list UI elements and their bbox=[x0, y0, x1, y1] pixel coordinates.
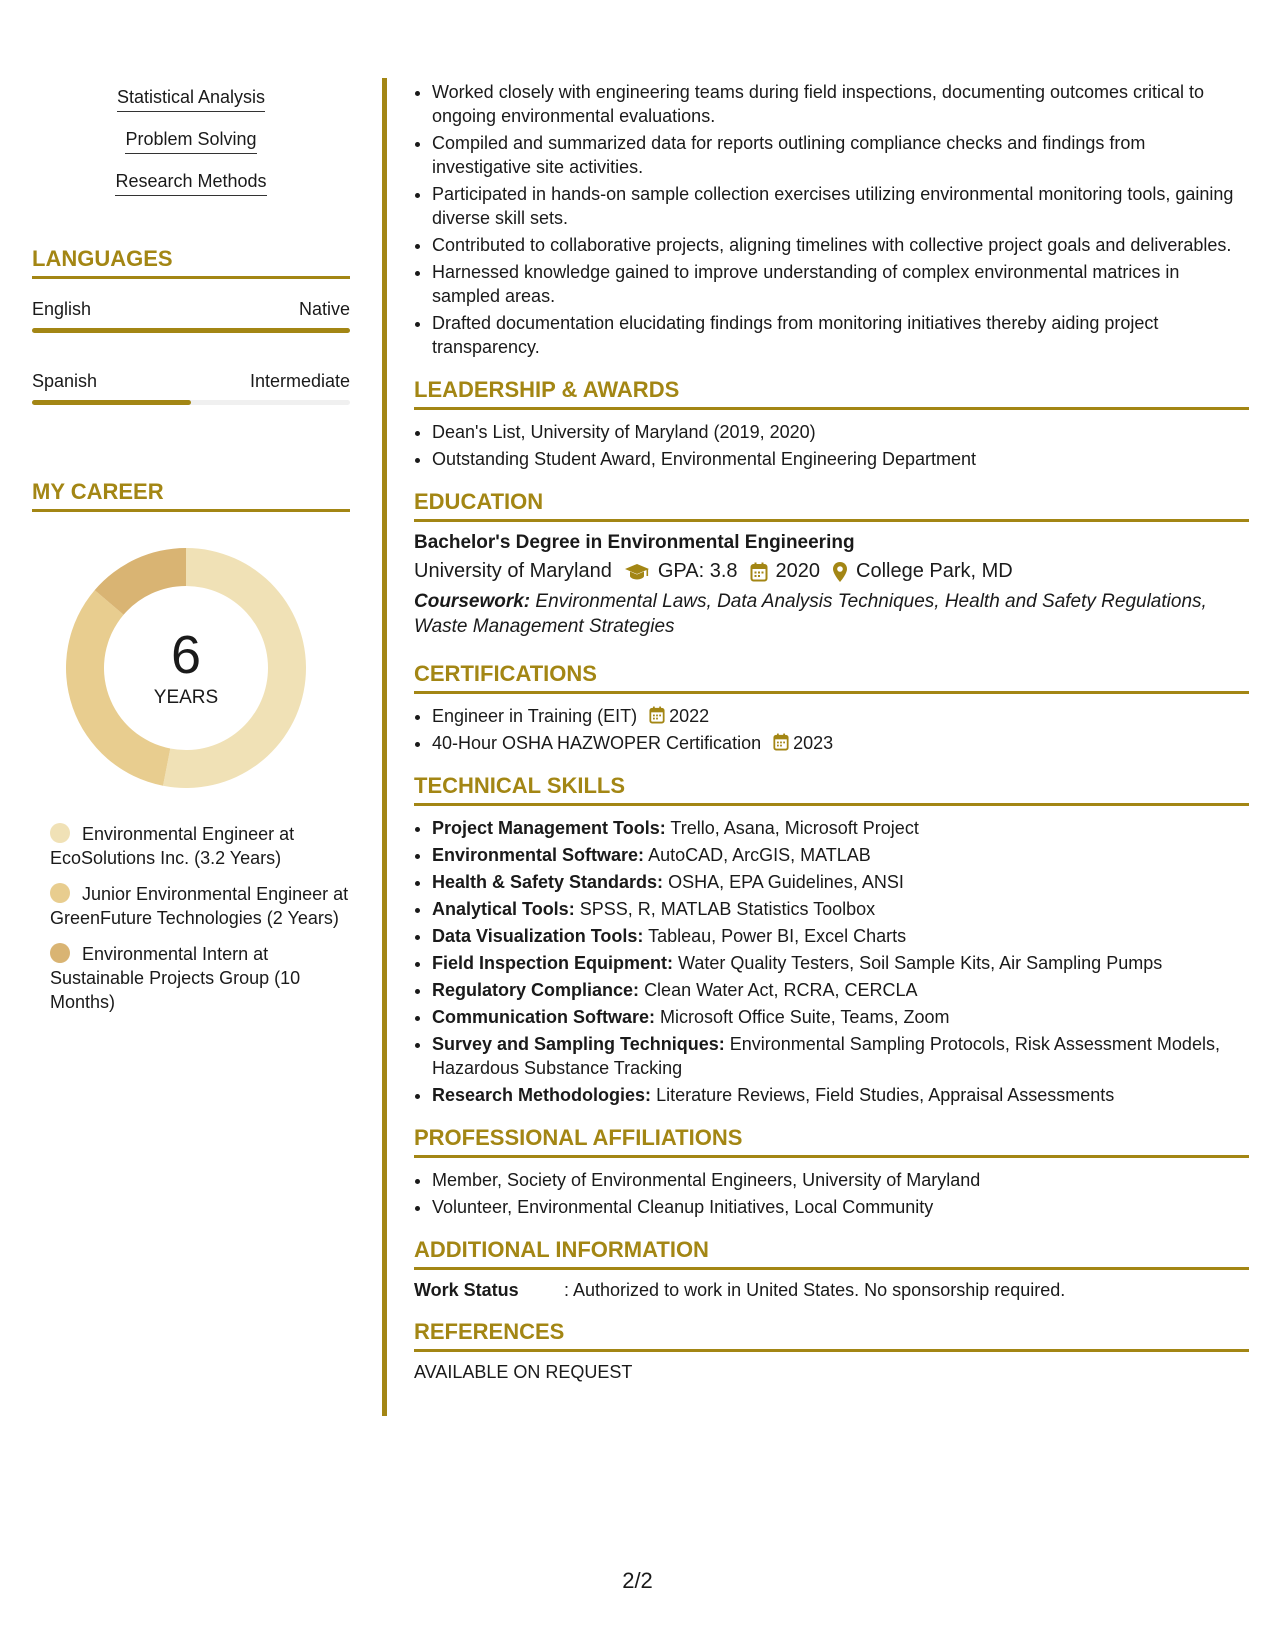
skill-value: Microsoft Office Suite, Teams, Zoom bbox=[660, 1007, 950, 1027]
skill-key: Analytical Tools: bbox=[432, 899, 575, 919]
skill-key: Regulatory Compliance: bbox=[432, 980, 640, 1000]
list-item bbox=[432, 924, 1249, 948]
career-years-unit: YEARS bbox=[153, 687, 219, 708]
languages-section bbox=[32, 246, 350, 405]
legend-item bbox=[50, 942, 350, 1014]
career-legend bbox=[32, 822, 350, 1014]
skill-key: Field Inspection Equipment: bbox=[432, 953, 674, 973]
language-fill bbox=[32, 400, 191, 405]
section-title: EDUCATION bbox=[414, 489, 1249, 522]
skill-value: AutoCAD, ArcGIS, MATLAB bbox=[648, 845, 871, 865]
list-item bbox=[432, 1032, 1249, 1080]
certification-name: 40-Hour OSHA HAZWOPER Certification bbox=[432, 733, 762, 753]
certification-year: 2023 bbox=[793, 733, 834, 753]
list-item: • Participated in hands-on sample collection exercises utilizing environmental monitoring tools, gaining diverse skill sets. bbox=[432, 182, 1249, 230]
work-status-key: Work Status bbox=[414, 1280, 519, 1300]
calendar-icon bbox=[750, 562, 768, 582]
experience-bullets bbox=[414, 80, 1249, 359]
language-fill bbox=[32, 328, 350, 333]
section-title: PROFESSIONAL AFFILIATIONS bbox=[414, 1125, 1249, 1158]
school-name: University of Maryland bbox=[414, 560, 612, 582]
additional-info-section bbox=[414, 1237, 1249, 1301]
section-title: ADDITIONAL INFORMATION bbox=[414, 1237, 1249, 1270]
section-title: CERTIFICATIONS bbox=[414, 661, 1249, 694]
skill-value: SPSS, R, MATLAB Statistics Toolbox bbox=[579, 899, 876, 919]
career-section bbox=[32, 479, 350, 1014]
career-title: MY CAREER bbox=[32, 479, 350, 512]
list-item: • Harnessed knowledge gained to improve understanding of complex environmental matrices in sampled areas. bbox=[432, 260, 1249, 308]
affiliations-section bbox=[414, 1125, 1249, 1219]
list-item bbox=[432, 731, 1249, 755]
column-divider bbox=[382, 78, 387, 1416]
section-title: TECHNICAL SKILLS bbox=[414, 773, 1249, 806]
language-name: Spanish bbox=[32, 371, 98, 391]
skill-key: Project Management Tools: bbox=[432, 818, 666, 838]
legend-label: Environmental Intern at Sustainable Projects Group (10 Months) bbox=[50, 944, 301, 1012]
right-column bbox=[414, 80, 1249, 1383]
leadership-section bbox=[414, 377, 1249, 471]
skill-value: OSHA, EPA Guidelines, ANSI bbox=[668, 872, 904, 892]
coursework-label: Coursework: bbox=[414, 591, 531, 612]
skill-list bbox=[32, 82, 350, 208]
calendar-icon bbox=[649, 706, 665, 724]
language-row bbox=[32, 299, 350, 320]
certification-name: Engineer in Training (EIT) bbox=[432, 706, 638, 726]
references-text: AVAILABLE ON REQUEST bbox=[414, 1362, 633, 1382]
language-row bbox=[32, 371, 350, 392]
left-column bbox=[32, 82, 350, 1026]
list-item: • Dean's List, University of Maryland (2019, 2020) bbox=[432, 420, 1249, 444]
work-status-row bbox=[414, 1280, 1249, 1301]
legend-item bbox=[50, 822, 350, 870]
language-bar bbox=[32, 400, 350, 405]
list-item: • Volunteer, Environmental Cleanup Initiatives, Local Community bbox=[432, 1195, 1249, 1219]
list-item bbox=[432, 843, 1249, 867]
legend-label: Environmental Engineer at EcoSolutions Inc. (3.2 Years) bbox=[50, 824, 295, 868]
legend-dot bbox=[50, 943, 70, 963]
skill-value: Trello, Asana, Microsoft Project bbox=[670, 818, 919, 838]
legend-item bbox=[50, 882, 350, 930]
coursework-text: Environmental Laws, Data Analysis Techniques, Health and Safety Regulations, Waste Management Strategies bbox=[414, 591, 1207, 637]
legend-label: Junior Environmental Engineer at GreenFuture Technologies (2 Years) bbox=[50, 884, 349, 928]
skill-item: Problem Solving bbox=[125, 129, 256, 154]
list-item bbox=[432, 1005, 1249, 1029]
skill-key: Communication Software: bbox=[432, 1007, 656, 1027]
skill-value: Clean Water Act, RCRA, CERCLA bbox=[644, 980, 918, 1000]
certification-year: 2022 bbox=[669, 706, 710, 726]
list-item bbox=[432, 704, 1249, 728]
skill-value: Environmental Sampling Protocols, Risk Assessment Models, Hazardous Substance Tracking bbox=[432, 1034, 1220, 1078]
skill-key: Research Methodologies: bbox=[432, 1085, 652, 1105]
skill-value: Literature Reviews, Field Studies, Appraisal Assessments bbox=[656, 1085, 1115, 1105]
list-item bbox=[432, 978, 1249, 1002]
location-pin-icon bbox=[832, 561, 848, 583]
languages-title: LANGUAGES bbox=[32, 246, 350, 279]
degree-meta bbox=[414, 560, 1249, 583]
references-section bbox=[414, 1319, 1249, 1383]
coursework bbox=[414, 589, 1249, 639]
list-item bbox=[432, 951, 1249, 975]
graduation-year: 2020 bbox=[775, 560, 821, 582]
list-item: • Drafted documentation elucidating findings from monitoring initiatives thereby aiding project transparency. bbox=[432, 311, 1249, 359]
page-number: 2/2 bbox=[622, 1568, 653, 1593]
technical-skills-section bbox=[414, 773, 1249, 1107]
degree-title: Bachelor's Degree in Environmental Engineering bbox=[414, 532, 855, 553]
skill-value: Tableau, Power BI, Excel Charts bbox=[648, 926, 907, 946]
gpa: GPA: 3.8 bbox=[657, 560, 738, 582]
list-item bbox=[432, 816, 1249, 840]
skill-item: Research Methods bbox=[115, 171, 266, 196]
list-item: • Outstanding Student Award, Environmental Engineering Department bbox=[432, 447, 1249, 471]
list-item bbox=[432, 870, 1249, 894]
skill-value: Water Quality Testers, Soil Sample Kits, Air Sampling Pumps bbox=[678, 953, 1163, 973]
list-item: • Member, Society of Environmental Engineers, University of Maryland bbox=[432, 1168, 1249, 1192]
list-item bbox=[432, 1083, 1249, 1107]
skill-key: Environmental Software: bbox=[432, 845, 645, 865]
skill-key: Data Visualization Tools: bbox=[432, 926, 644, 946]
legend-dot bbox=[50, 823, 70, 843]
legend-dot bbox=[50, 883, 70, 903]
language-level: Native bbox=[298, 299, 350, 319]
skill-item: Statistical Analysis bbox=[117, 87, 265, 112]
school-location: College Park, MD bbox=[856, 560, 1013, 582]
career-years-number: 6 bbox=[170, 625, 202, 685]
section-title: REFERENCES bbox=[414, 1319, 1249, 1352]
language-bar bbox=[32, 328, 350, 333]
skill-key: Health & Safety Standards: bbox=[432, 872, 664, 892]
career-donut bbox=[66, 548, 306, 788]
section-title: LEADERSHIP & AWARDS bbox=[414, 377, 1249, 410]
calendar-icon bbox=[773, 733, 789, 751]
list-item: • Compiled and summarized data for reports outlining compliance checks and findings from investigative site activities. bbox=[432, 131, 1249, 179]
skill-key: Survey and Sampling Techniques: bbox=[432, 1034, 725, 1054]
list-item bbox=[432, 897, 1249, 921]
education-section bbox=[414, 489, 1249, 639]
certifications-section bbox=[414, 661, 1249, 755]
graduation-cap-icon bbox=[624, 563, 650, 581]
language-name: English bbox=[32, 299, 92, 319]
list-item: • Contributed to collaborative projects, aligning timelines with collective project goals and deliverables. bbox=[432, 233, 1249, 257]
language-level: Intermediate bbox=[249, 371, 350, 391]
work-status-value: : Authorized to work in United States. No sponsorship required. bbox=[564, 1280, 1066, 1300]
list-item: • Worked closely with engineering teams during field inspections, documenting outcomes critical to ongoing environmental evaluations. bbox=[432, 80, 1249, 128]
